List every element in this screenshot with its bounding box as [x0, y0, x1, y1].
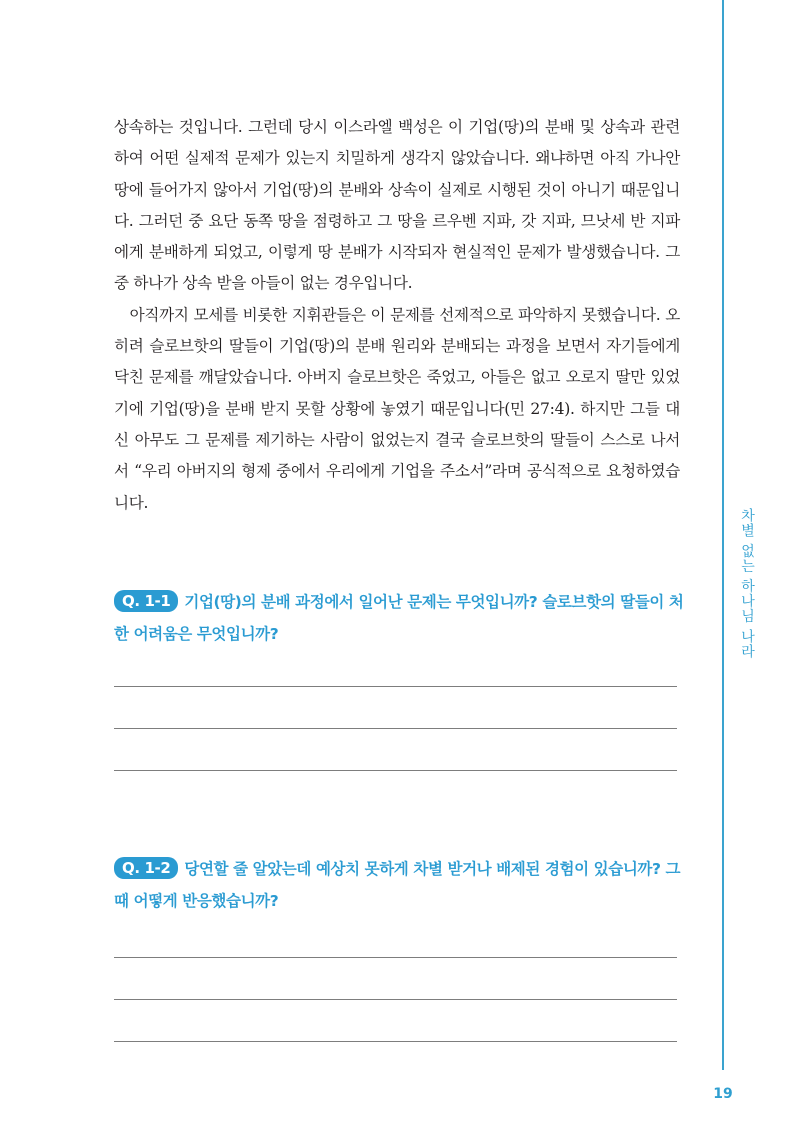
question-text: 당연할 줄 알았는데 예상치 못하게 차별 받거나 배제된 경험이 있습니까? 그때 어떻게 반응했습니까? — [114, 860, 681, 910]
section-title-vertical: 차별 없는 하나님 나라 — [739, 508, 755, 660]
question-text: 기업(땅)의 분배 과정에서 일어난 문제는 무엇입니까? 슬로브핫의 딸들이 처한 어려움은 무엇입니까? — [114, 593, 684, 643]
paragraph-2: 아직까지 모세를 비롯한 지휘관들은 이 문제를 선제적으로 파악하지 못했습니다. 오히려 슬로브핫의 딸들이 기업(땅)의 분배 원리와 분배되는 과정을 보면서 자기들에게 닥친 문제를 깨달았습니다. 아버지 슬로브핫은 죽었고, 아들은 없고 오로지 딸만 있었기에 기업(땅)을 분배 받지 못할 상황에 놓였기 때문입니다(민 27:4). 하지만 그들 대신 아무도 그 문제를 제기하는 사람이 없었는지 결국 슬로브핫의 딸들이 스스로 나서서 “우리 아버지의 형제 중에서 우리에게 기업을 주소서”라며 공식적으로 요청하였습니다. — [114, 305, 680, 512]
paragraph-1: 상속하는 것입니다. 그런데 당시 이스라엘 백성은 이 기업(땅)의 분배 및 상속과 관련하여 어떤 실제적 문제가 있는지 치밀하게 생각지 않았습니다. 왜냐하면 아직 가나안 땅에 들어가지 않아서 기업(땅)의 분배와 상속이 실제로 시행된 것이 아니기 때문입니다. 그러던 중 요단 동쪽 땅을 점령하고 그 땅을 르우벤 지파, 갓 지파, 므낫세 반 지파에게 분배하게 되었고, 이렇게 땅 분배가 시작되자 현실적인 문제가 발생했습니다. 그 중 하나가 상속 받을 아들이 없는 경우입니다. — [114, 118, 680, 293]
answer-line[interactable] — [114, 686, 677, 687]
answer-line[interactable] — [114, 770, 677, 771]
answer-line[interactable] — [114, 728, 677, 729]
answer-line[interactable] — [114, 1041, 677, 1042]
margin-rule — [722, 0, 724, 1070]
body-text — [114, 112, 680, 519]
question-badge: Q. 1-1 — [114, 590, 178, 612]
answer-line[interactable] — [114, 957, 677, 958]
answer-line[interactable] — [114, 999, 677, 1000]
page-number: 19 — [713, 1086, 733, 1102]
question-1-2 — [114, 853, 686, 917]
question-1-1 — [114, 586, 686, 650]
question-badge: Q. 1-2 — [114, 857, 178, 879]
